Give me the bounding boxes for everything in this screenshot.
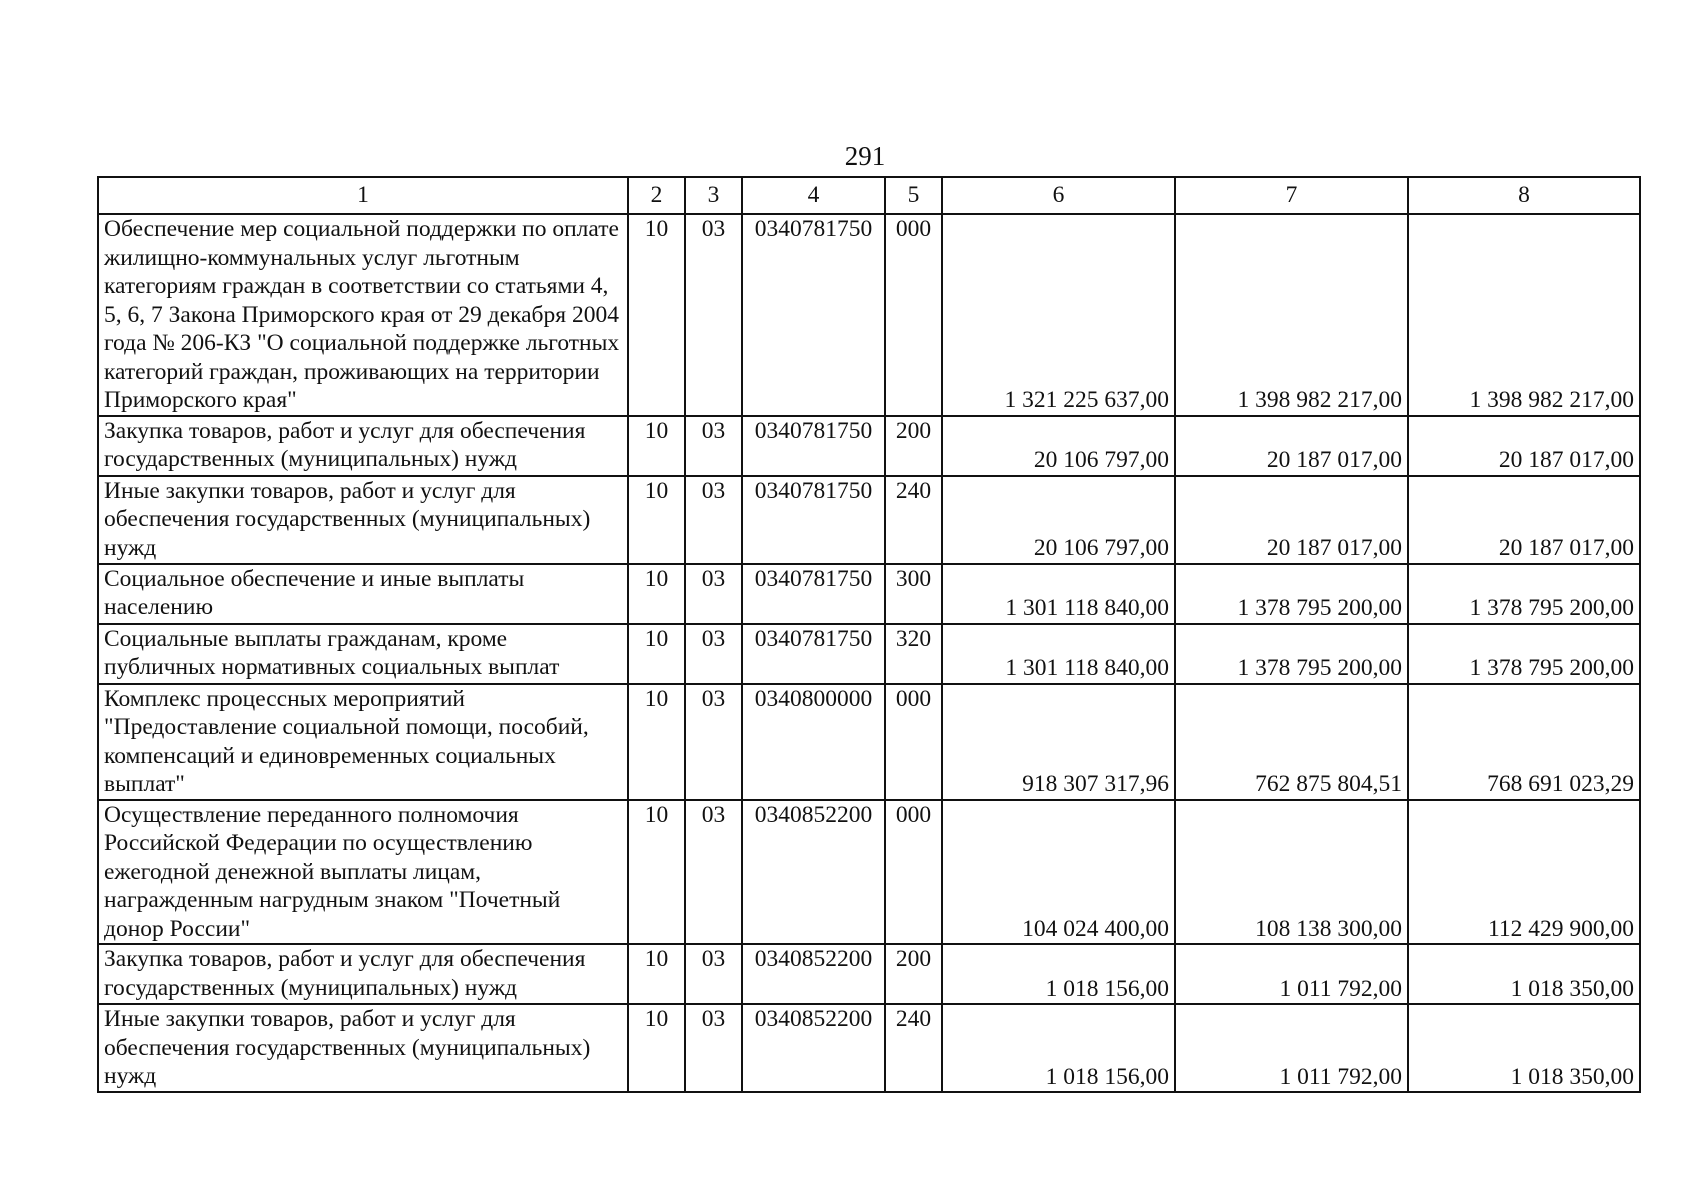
- table-row: [98, 624, 1640, 684]
- expense-type-code: 000: [885, 800, 942, 945]
- table-row: [98, 1004, 1640, 1092]
- column-header: 4: [742, 177, 885, 214]
- amount-col-6: 104 024 400,00: [942, 800, 1175, 945]
- table-row: [98, 476, 1640, 564]
- amount-col-7: 1 378 795 200,00: [1175, 624, 1408, 684]
- column-header: 1: [98, 177, 628, 214]
- amount-col-8: 1 398 982 217,00: [1408, 214, 1640, 416]
- section-code: 10: [628, 564, 685, 624]
- table-row: [98, 800, 1640, 945]
- expense-type-code: 200: [885, 416, 942, 476]
- target-article-code: 0340800000: [742, 684, 885, 800]
- column-header: 8: [1408, 177, 1640, 214]
- section-code: 10: [628, 1004, 685, 1092]
- row-name: Комплекс процессных мероприятий "Предоставление социальной помощи, пособий, компенсаций и единовременных социальных выплат": [98, 684, 628, 800]
- subsection-code: 03: [685, 624, 742, 684]
- target-article-code: 0340781750: [742, 564, 885, 624]
- amount-col-8: 1 018 350,00: [1408, 1004, 1640, 1092]
- table-row: [98, 416, 1640, 476]
- amount-col-7: 20 187 017,00: [1175, 416, 1408, 476]
- amount-col-8: 1 378 795 200,00: [1408, 564, 1640, 624]
- target-article-code: 0340852200: [742, 944, 885, 1004]
- subsection-code: 03: [685, 1004, 742, 1092]
- section-code: 10: [628, 684, 685, 800]
- amount-col-7: 20 187 017,00: [1175, 476, 1408, 564]
- expense-type-code: 000: [885, 684, 942, 800]
- table-row: [98, 944, 1640, 1004]
- subsection-code: 03: [685, 214, 742, 416]
- amount-col-8: 20 187 017,00: [1408, 476, 1640, 564]
- subsection-code: 03: [685, 800, 742, 945]
- amount-col-8: 20 187 017,00: [1408, 416, 1640, 476]
- section-code: 10: [628, 624, 685, 684]
- amount-col-8: 768 691 023,29: [1408, 684, 1640, 800]
- target-article-code: 0340852200: [742, 1004, 885, 1092]
- target-article-code: 0340781750: [742, 416, 885, 476]
- expense-type-code: 000: [885, 214, 942, 416]
- amount-col-7: 1 378 795 200,00: [1175, 564, 1408, 624]
- target-article-code: 0340781750: [742, 476, 885, 564]
- budget-table: [97, 176, 1641, 1093]
- row-name: Осуществление переданного полномочия Российской Федерации по осуществлению ежегодной денежной выплаты лицам, награжденным нагрудным знаком "Почетный донор России": [98, 800, 628, 945]
- row-name: Иные закупки товаров, работ и услуг для обеспечения государственных (муниципальных) нужд: [98, 476, 628, 564]
- subsection-code: 03: [685, 684, 742, 800]
- section-code: 10: [628, 416, 685, 476]
- expense-type-code: 320: [885, 624, 942, 684]
- amount-col-6: 1 018 156,00: [942, 944, 1175, 1004]
- target-article-code: 0340781750: [742, 624, 885, 684]
- table-header-row: [98, 177, 1640, 214]
- row-name: Обеспечение мер социальной поддержки по оплате жилищно-коммунальных услуг льготным категориям граждан в соответствии со статьями 4, 5, 6, 7 Закона Приморского края от 29 декабря 2004 года № 206-КЗ "О социальной поддержке льготных категорий граждан, проживающих на территории Приморского края": [98, 214, 628, 416]
- expense-type-code: 240: [885, 476, 942, 564]
- amount-col-8: 1 018 350,00: [1408, 944, 1640, 1004]
- amount-col-7: 1 011 792,00: [1175, 944, 1408, 1004]
- row-name: Закупка товаров, работ и услуг для обеспечения государственных (муниципальных) нужд: [98, 944, 628, 1004]
- amount-col-6: 20 106 797,00: [942, 476, 1175, 564]
- section-code: 10: [628, 944, 685, 1004]
- subsection-code: 03: [685, 416, 742, 476]
- column-header: 3: [685, 177, 742, 214]
- table-row: [98, 684, 1640, 800]
- target-article-code: 0340852200: [742, 800, 885, 945]
- page-number: 291: [844, 141, 886, 171]
- target-article-code: 0340781750: [742, 214, 885, 416]
- amount-col-7: 1 011 792,00: [1175, 1004, 1408, 1092]
- amount-col-6: 1 301 118 840,00: [942, 564, 1175, 624]
- amount-col-6: 1 301 118 840,00: [942, 624, 1175, 684]
- row-name: Социальное обеспечение и иные выплаты населению: [98, 564, 628, 624]
- expense-type-code: 200: [885, 944, 942, 1004]
- table-row: [98, 214, 1640, 416]
- section-code: 10: [628, 214, 685, 416]
- row-name: Социальные выплаты гражданам, кроме публичных нормативных социальных выплат: [98, 624, 628, 684]
- column-header: 2: [628, 177, 685, 214]
- subsection-code: 03: [685, 944, 742, 1004]
- column-header: 6: [942, 177, 1175, 214]
- section-code: 10: [628, 800, 685, 945]
- column-header: 5: [885, 177, 942, 214]
- amount-col-8: 1 378 795 200,00: [1408, 624, 1640, 684]
- column-header: 7: [1175, 177, 1408, 214]
- expense-type-code: 240: [885, 1004, 942, 1092]
- amount-col-8: 112 429 900,00: [1408, 800, 1640, 945]
- amount-col-7: 762 875 804,51: [1175, 684, 1408, 800]
- subsection-code: 03: [685, 476, 742, 564]
- amount-col-6: 1 018 156,00: [942, 1004, 1175, 1092]
- row-name: Иные закупки товаров, работ и услуг для обеспечения государственных (муниципальных) нужд: [98, 1004, 628, 1092]
- amount-col-6: 918 307 317,96: [942, 684, 1175, 800]
- section-code: 10: [628, 476, 685, 564]
- expense-type-code: 300: [885, 564, 942, 624]
- amount-col-7: 1 398 982 217,00: [1175, 214, 1408, 416]
- row-name: Закупка товаров, работ и услуг для обеспечения государственных (муниципальных) нужд: [98, 416, 628, 476]
- table-row: [98, 564, 1640, 624]
- subsection-code: 03: [685, 564, 742, 624]
- amount-col-6: 20 106 797,00: [942, 416, 1175, 476]
- amount-col-7: 108 138 300,00: [1175, 800, 1408, 945]
- amount-col-6: 1 321 225 637,00: [942, 214, 1175, 416]
